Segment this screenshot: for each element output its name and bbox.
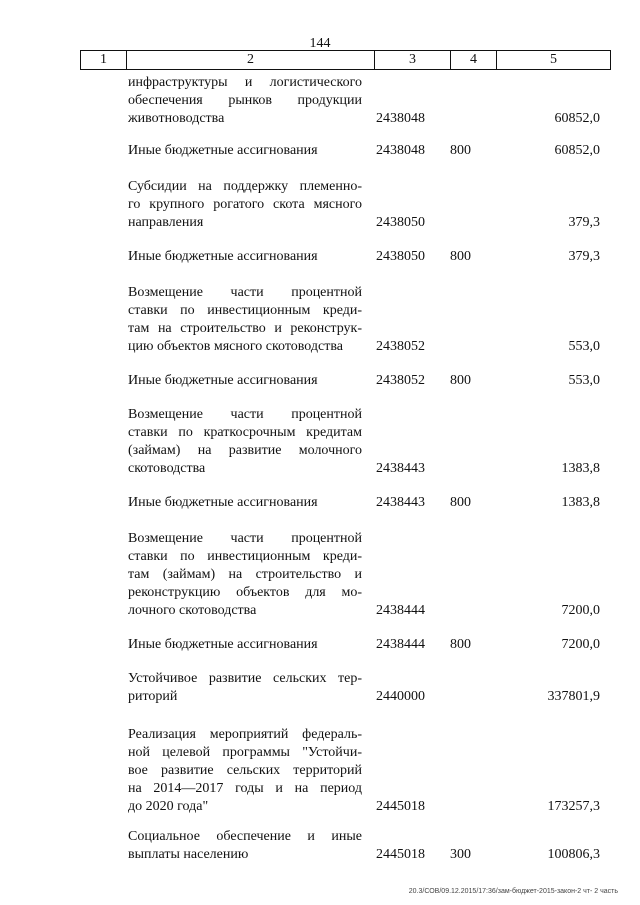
row-description bbox=[128, 828, 362, 864]
budget-row bbox=[0, 142, 640, 160]
row-code: 2438443 bbox=[376, 461, 425, 476]
description-line: го крупного рогатого скота мясного bbox=[128, 197, 362, 212]
row-description bbox=[128, 636, 362, 654]
row-expense-type: 800 bbox=[450, 249, 471, 264]
budget-row bbox=[0, 372, 640, 390]
description-line: вое развитие сельских территорий bbox=[128, 763, 362, 778]
row-code: 2438052 bbox=[376, 339, 425, 354]
budget-row bbox=[0, 284, 640, 356]
row-expense-type: 800 bbox=[450, 373, 471, 388]
column-header-5: 5 bbox=[497, 51, 611, 70]
budget-row bbox=[0, 636, 640, 654]
budget-row bbox=[0, 494, 640, 512]
budget-row bbox=[0, 726, 640, 816]
row-amount: 553,0 bbox=[568, 339, 600, 354]
budget-row bbox=[0, 828, 640, 864]
description-line: реконструкцию объектов для мо- bbox=[128, 585, 362, 600]
budget-row bbox=[0, 530, 640, 620]
row-code: 2445018 bbox=[376, 847, 425, 862]
row-amount: 60852,0 bbox=[554, 111, 600, 126]
page-number: 144 bbox=[309, 36, 331, 51]
column-header-1: 1 bbox=[81, 51, 127, 70]
description-line: Устойчивое развитие сельских тер- bbox=[128, 671, 362, 686]
description-line: лочного скотоводства bbox=[128, 603, 257, 618]
column-header-4: 4 bbox=[451, 51, 497, 70]
description-line: цию объектов мясного скотоводства bbox=[128, 339, 343, 354]
row-description bbox=[128, 372, 362, 390]
row-amount: 1383,8 bbox=[561, 495, 600, 510]
description-line: обеспечения рынков продукции bbox=[128, 93, 362, 108]
row-expense-type: 800 bbox=[450, 143, 471, 158]
description-line: ставки по краткосрочным кредитам bbox=[128, 425, 362, 440]
row-description bbox=[128, 248, 362, 266]
description-line: Субсидии на поддержку племенно- bbox=[128, 179, 362, 194]
description-line: на 2014—2017 годы и на период bbox=[128, 781, 362, 796]
row-code: 2445018 bbox=[376, 799, 425, 814]
description-line: скотоводства bbox=[128, 461, 206, 476]
row-description bbox=[128, 284, 362, 356]
row-code: 2438443 bbox=[376, 495, 425, 510]
description-line: Возмещение части процентной bbox=[128, 407, 362, 422]
description-line: Возмещение части процентной bbox=[128, 285, 362, 300]
row-description bbox=[128, 406, 362, 478]
row-description bbox=[128, 178, 362, 232]
row-amount: 100806,3 bbox=[547, 847, 600, 862]
budget-row bbox=[0, 248, 640, 266]
description-line: направления bbox=[128, 215, 204, 230]
column-header-2: 2 bbox=[127, 51, 375, 70]
row-description bbox=[128, 530, 362, 620]
budget-row bbox=[0, 670, 640, 706]
row-amount: 337801,9 bbox=[547, 689, 600, 704]
description-line: Возмещение части процентной bbox=[128, 531, 362, 546]
description-line: Иные бюджетные ассигнования bbox=[128, 249, 318, 264]
description-line: ной целевой программы "Устойчи- bbox=[128, 745, 362, 760]
description-line: Иные бюджетные ассигнования bbox=[128, 637, 318, 652]
row-description bbox=[128, 494, 362, 512]
row-amount: 379,3 bbox=[568, 249, 600, 264]
row-code: 2438050 bbox=[376, 215, 425, 230]
row-description bbox=[128, 726, 362, 816]
row-amount: 379,3 bbox=[568, 215, 600, 230]
footer-note: 20.3/СОВ/09.12.2015/17:36/зам-бюджет-2015-закон-2 чт- 2 часть bbox=[408, 888, 618, 895]
description-line: Иные бюджетные ассигнования bbox=[128, 373, 318, 388]
row-description bbox=[128, 74, 362, 128]
row-code: 2438444 bbox=[376, 637, 425, 652]
description-line: Реализация мероприятий федераль- bbox=[128, 727, 362, 742]
budget-row bbox=[0, 178, 640, 232]
description-line: Социальное обеспечение и иные bbox=[128, 829, 362, 844]
description-line: до 2020 года" bbox=[128, 799, 209, 814]
row-description bbox=[128, 142, 362, 160]
description-line: риторий bbox=[128, 689, 178, 704]
row-code: 2440000 bbox=[376, 689, 425, 704]
description-line: (займам) на развитие молочного bbox=[128, 443, 362, 458]
row-amount: 7200,0 bbox=[561, 637, 600, 652]
row-description bbox=[128, 670, 362, 706]
row-code: 2438048 bbox=[376, 143, 425, 158]
row-amount: 7200,0 bbox=[561, 603, 600, 618]
row-code: 2438444 bbox=[376, 603, 425, 618]
budget-row bbox=[0, 74, 640, 128]
row-expense-type: 800 bbox=[450, 495, 471, 510]
row-amount: 553,0 bbox=[568, 373, 600, 388]
description-line: ставки по инвестиционным креди- bbox=[128, 303, 362, 318]
row-code: 2438048 bbox=[376, 111, 425, 126]
description-line: животноводства bbox=[128, 111, 225, 126]
description-line: инфраструктуры и логистического bbox=[128, 75, 362, 90]
row-expense-type: 800 bbox=[450, 637, 471, 652]
row-amount: 60852,0 bbox=[554, 143, 600, 158]
description-line: Иные бюджетные ассигнования bbox=[128, 495, 318, 510]
description-line: Иные бюджетные ассигнования bbox=[128, 143, 318, 158]
budget-row bbox=[0, 406, 640, 478]
row-code: 2438052 bbox=[376, 373, 425, 388]
row-amount: 173257,3 bbox=[547, 799, 600, 814]
description-line: ставки по инвестиционным креди- bbox=[128, 549, 362, 564]
row-expense-type: 300 bbox=[450, 847, 471, 862]
description-line: там (займам) на строительство и bbox=[128, 567, 362, 582]
description-line: там на строительство и реконструк- bbox=[128, 321, 362, 336]
row-amount: 1383,8 bbox=[561, 461, 600, 476]
description-line: выплаты населению bbox=[128, 847, 249, 862]
row-code: 2438050 bbox=[376, 249, 425, 264]
column-header-3: 3 bbox=[375, 51, 451, 70]
